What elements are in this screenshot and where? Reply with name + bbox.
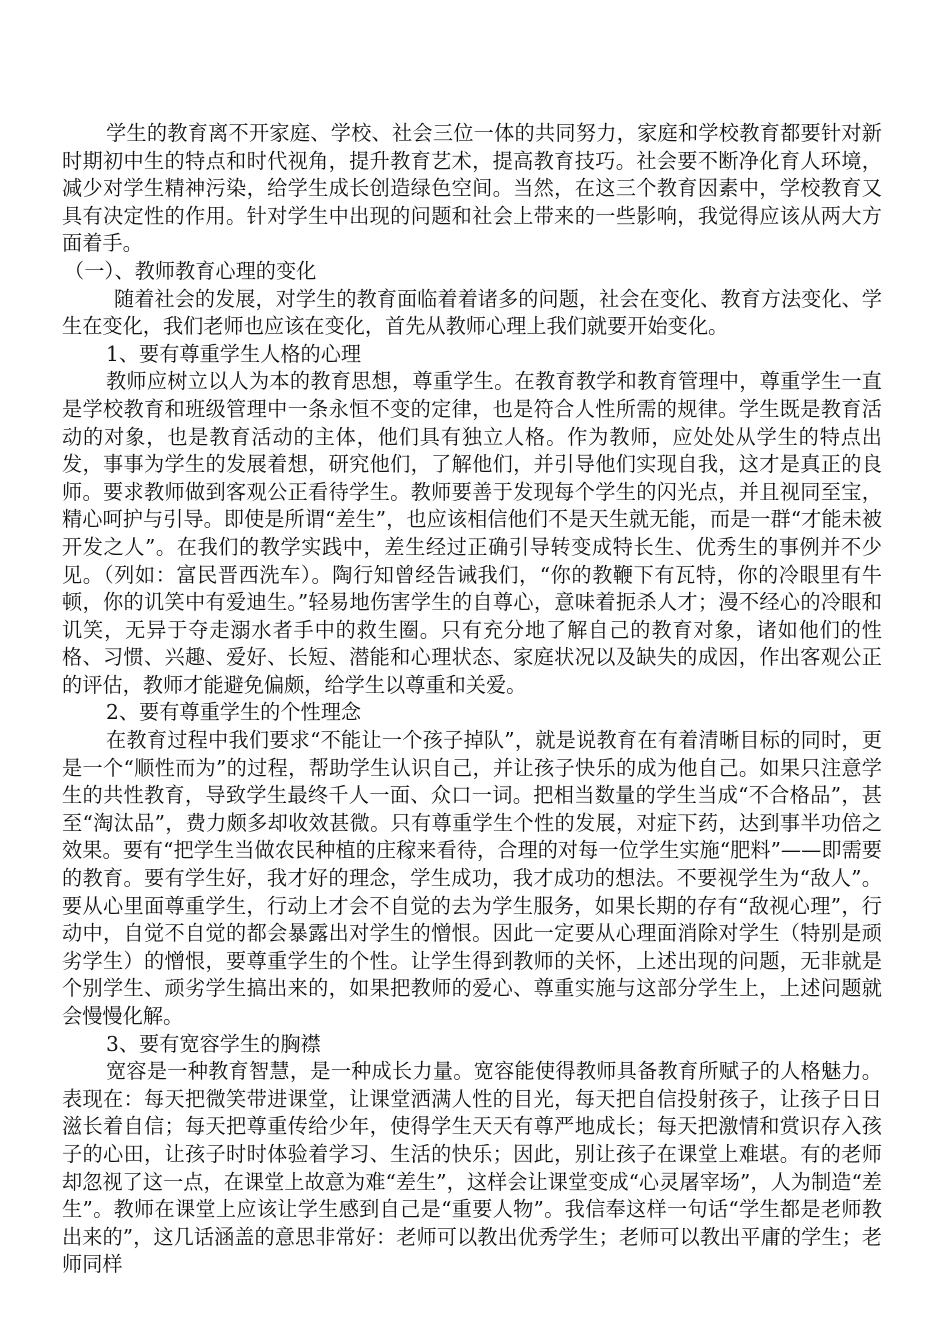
section-heading: （一）、教师教育心理的变化 xyxy=(64,258,317,283)
paragraph-respect-personality: 教师应树立以人为本的教育思想，尊重学生。在教育教学和教育管理中，尊重学生一直是学校教育和班级管理中一条永恒不变的定律，也是符合人性所需的规律。学生既是教育活动的对象，也是教育活动的主体，他们具有独立人格。作为教师，应处处从学生的特点出发，事事为学生的发展着想，研究他们，了解他们，并引导他们实现自我，这才是真正的良师。要求教师做到客观公正看待学生。教师要善于发现每个学生的闪光点，并且视同至宝，精心呵护与引导。即使是所谓“差生”，也应该相信他们不是天生就无能，而是一群“才能未被开发之人”。在我们的教学实践中，差生经过正确引导转变成特长生、优秀生的事例并不少见。（列如：富民晋西洗车）。陶行知曾经告诫我们，“你的教鞭下有瓦特，你的冷眼里有牛顿，你的讥笑中有爱迪生。”轻易地伤害学生的自尊心，意味着扼杀人才；漫不经心的冷眼和讥笑，无异于夺走溺水者手中的救生圈。只有充分地了解自己的教育对象，诸如他们的性格、习惯、兴趣、爱好、长短、潜能和心理状态、家庭状况以及缺失的成因，作出客观公正的评估，教师才能避免偏颇，给学生以尊重和关爱。 xyxy=(62,369,882,697)
document-page xyxy=(62,120,882,1279)
intro-paragraph: 学生的教育离不开家庭、学校、社会三位一体的共同努力，家庭和学校教育都要针对新时期初中生的特点和时代视角，提升教育艺术，提高教育技巧。社会要不断净化育人环境，减少对学生精神污染，给学生成长创造绿色空间。当然，在这三个教育因素中，学校教育又具有决定性的作用。针对学生中出现的问题和社会上带来的一些影响，我觉得应该从两大方面着手。 xyxy=(62,121,882,256)
paragraph-tolerance: 宽容是一种教育智慧，是一种成长力量。宽容能使得教师具备教育所赋子的人格魅力。表现在：每天把微笑带进课堂，让课堂洒满人性的目光，每天把自信投射孩子，让孩子日日滋长着自信；每天把尊重传给少年，使得学生天天有尊严地成长；每天把激情和赏识存入孩子的心田，让孩子时时体验着学习、生活的快乐；因此，别让孩子在课堂上难堪。有的老师却忽视了这一点，在课堂上故意为难“差生”，这样会让课堂变成“心灵屠宰场”，人为制造“差生”。教师在课堂上应该让学生感到自己是“重要人物”。我信奉这样一句话“学生都是老师教出来的”，这几话涵盖的意思非常好：老师可以教出优秀学生；老师可以教出平庸的学生；老师同样 xyxy=(62,1059,882,1277)
section-intro-paragraph: 随着社会的发展，对学生的教育面临着着诸多的问题，社会在变化、教育方法变化、学生在变化，我们老师也应该在变化，首先从教师心理上我们就要开始变化。 xyxy=(62,286,882,339)
paragraph-respect-individuality: 在教育过程中我们要求“不能让一个孩子掉队”，就是说教育在有着清晰目标的同时，更是一个“顺性而为”的过程，帮助学生认识自己，并让孩子快乐的成为他自己。如果只注意学生的共性教育，导致学生最终千人一面、众口一词。把相当数量的学生当成“不合格品”，甚至“淘汰品”，费力颇多却收效甚微。只有尊重学生个性的发展，对症下药，达到事半功倍之效果。要有“把学生当做农民种植的庄稼来看待，合理的对每一位学生实施“肥料”——即需要的教育。要有学生好，我才好的理念，学生成功，我才成功的想法。不要视学生为“敌人”。要从心里面尊重学生，行动上才会不自觉的去为学生服务，如果长期的存有“敌视心理”，行动中，自觉不自觉的都会暴露出对学生的憎恨。因此一定要从心理面消除对学生（特别是顽劣学生）的憎恨，要尊重学生的个性。让学生得到教师的关怀，上述出现的问题，无非就是个别学生、顽劣学生搞出来的，如果把教师的爱心、尊重实施与这部分学生上，上述问题就会慢慢化解。 xyxy=(62,728,882,1028)
subheading-respect-individuality: 2、要有尊重学生的个性理念 xyxy=(106,700,362,725)
subheading-respect-personality: 1、要有尊重学生人格的心理 xyxy=(106,341,362,366)
subheading-tolerance: 3、要有宽容学生的胸襟 xyxy=(106,1031,321,1056)
